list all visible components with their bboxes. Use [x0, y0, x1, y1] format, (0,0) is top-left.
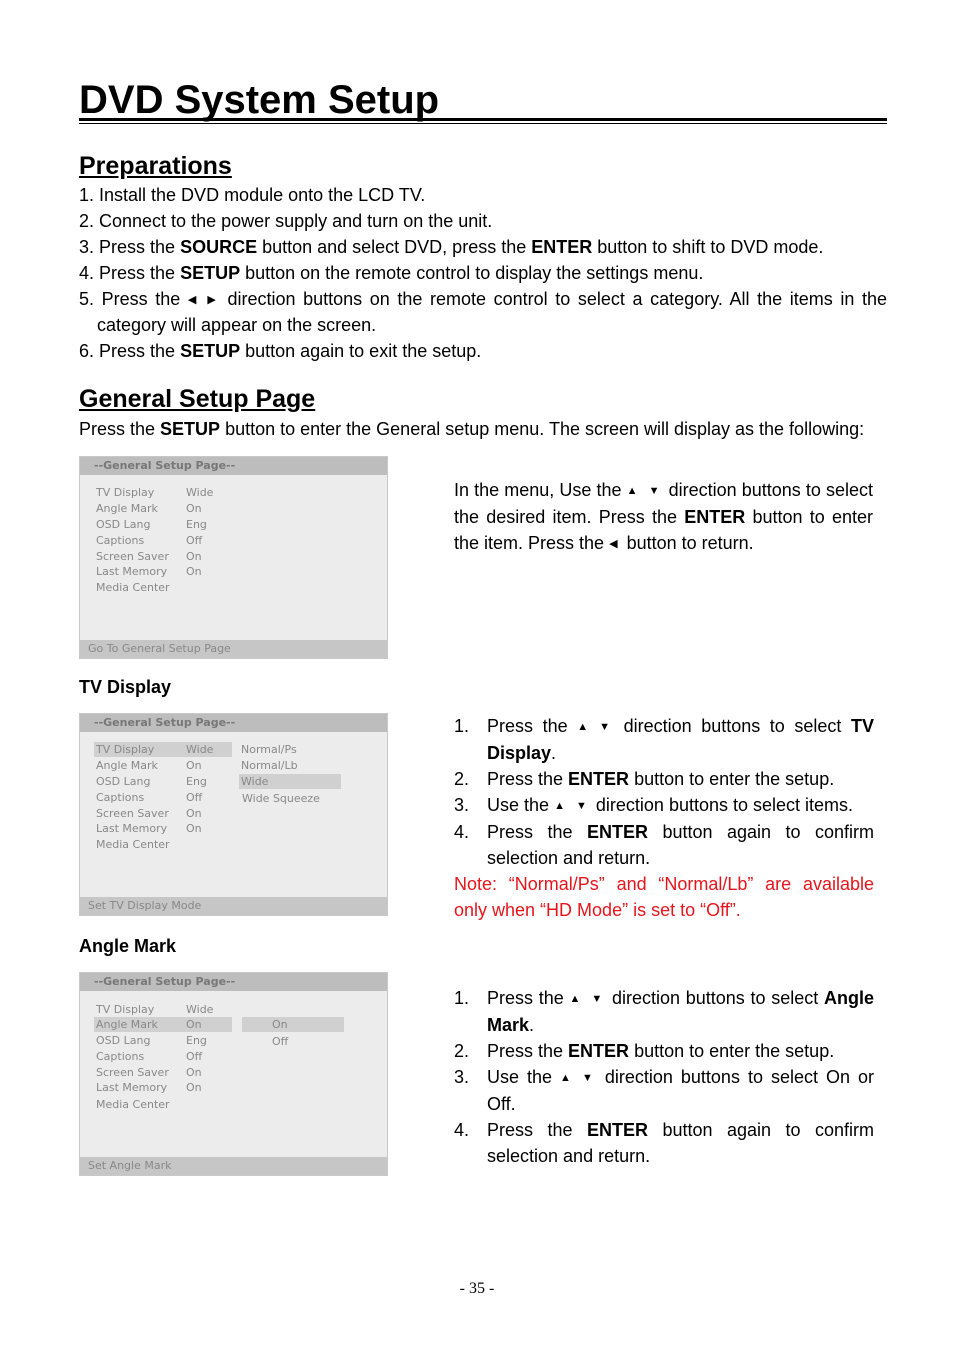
osd-angle-mark-menu — [79, 972, 388, 1176]
up-down-arrows-icon: ▲ ▼ — [560, 1072, 597, 1084]
osd-item: Screen Saver — [96, 1066, 169, 1079]
list-item: 1. Press the ▲ ▼ direction buttons to select Angle Mark. — [454, 988, 874, 1035]
osd-value: Wide — [186, 743, 214, 756]
prep-step-5-cont: category will appear on the screen. — [97, 315, 377, 335]
list-item: 1. Press the ▲ ▼ direction buttons to select TV Display. — [454, 716, 874, 763]
osd-value: On — [186, 565, 202, 578]
osd-item: Angle Mark — [96, 1018, 158, 1031]
osd-value: Eng — [186, 1034, 207, 1047]
angle-mark-heading: Angle Mark — [79, 936, 177, 956]
prep-step-6: 6. Press the SETUP button again to exit the setup. — [79, 341, 482, 361]
up-down-arrows-icon: ▲ ▼ — [577, 721, 615, 733]
osd-item: TV Display — [96, 743, 155, 756]
prep-step-4: 4. Press the SETUP button on the remote control to display the settings menu. — [79, 263, 704, 283]
osd-value: Eng — [186, 518, 207, 531]
page-number: - 35 - — [459, 1280, 495, 1297]
osd-option-selected: On — [242, 1017, 344, 1032]
osd-header: --General Setup Page-- — [80, 714, 387, 732]
osd-item: Media Center — [96, 581, 170, 594]
list-item: 2. Press the ENTER button to enter the setup. — [454, 769, 835, 789]
general-setup-heading: General Setup Page — [79, 385, 316, 413]
up-down-arrows-icon: ▲ ▼ — [554, 800, 591, 812]
tv-display-heading: TV Display — [79, 677, 172, 697]
osd-item: Last Memory — [96, 1081, 168, 1094]
osd-option: Off — [272, 1035, 289, 1048]
osd-option: Normal/Lb — [241, 759, 298, 772]
osd-header: --General Setup Page-- — [80, 973, 387, 991]
prep-step-2: 2. Connect to the power supply and turn on the unit. — [79, 211, 493, 231]
list-item: 3. Use the ▲ ▼ direction buttons to select On or Off. — [454, 1067, 874, 1114]
osd-item: Angle Mark — [96, 759, 158, 772]
preparations-heading: Preparations — [79, 152, 232, 180]
osd-item: Last Memory — [96, 565, 168, 578]
osd-value: On — [186, 502, 202, 515]
osd-item: Last Memory — [96, 822, 168, 835]
left-arrow-icon: ◀ — [609, 538, 622, 550]
osd-item: Captions — [96, 534, 145, 547]
prep-step-1: 1. Install the DVD module onto the LCD TV. — [79, 185, 426, 205]
list-item: 4. Press the ENTER button again to confirm selection and return. — [454, 822, 874, 868]
osd-item: TV Display — [96, 486, 155, 499]
osd-footer: Set Angle Mark — [80, 1157, 387, 1175]
osd-option: Wide Squeeze — [242, 792, 320, 805]
osd-footer: Go To General Setup Page — [80, 640, 387, 658]
osd-value: Eng — [186, 775, 207, 788]
osd-value: On — [186, 1018, 202, 1031]
osd-general-menu — [79, 456, 388, 659]
osd-tv-display-menu — [79, 713, 388, 916]
osd-value: On — [186, 1066, 202, 1079]
osd-header: --General Setup Page-- — [80, 457, 387, 475]
tv-display-steps — [454, 713, 874, 923]
osd-value: Wide — [186, 1003, 214, 1016]
osd-item: Screen Saver — [96, 807, 169, 820]
osd-value: Off — [186, 1050, 203, 1063]
tv-display-note: Note: “Normal/Ps” and “Normal/Lb” are available only when “HD Mode” is set to “Off”. — [454, 874, 874, 920]
up-down-arrows-icon: ▲ ▼ — [626, 485, 664, 497]
osd-option-selected: Wide — [239, 774, 341, 789]
osd-value: Wide — [186, 486, 214, 499]
osd-value: Off — [186, 791, 203, 804]
list-item: 3. Use the ▲ ▼ direction buttons to select items. — [454, 792, 874, 819]
up-down-arrows-icon: ▲ ▼ — [569, 993, 607, 1005]
osd-footer: Set TV Display Mode — [80, 897, 387, 915]
osd-value: Off — [186, 534, 203, 547]
angle-mark-steps — [454, 985, 874, 1169]
osd-item: Media Center — [96, 1098, 170, 1111]
osd-item: OSD Lang — [96, 518, 151, 531]
left-right-arrows-icon: ◀ ▶ — [187, 294, 220, 306]
osd-value: On — [186, 550, 202, 563]
osd-item: Angle Mark — [96, 502, 158, 515]
osd-item: Captions — [96, 791, 145, 804]
osd-item: OSD Lang — [96, 775, 151, 788]
osd-item: Screen Saver — [96, 550, 169, 563]
osd-value: On — [186, 1081, 202, 1094]
osd-item: Captions — [96, 1050, 145, 1063]
osd-value: On — [186, 807, 202, 820]
title-rule — [79, 118, 887, 124]
osd-option: Normal/Ps — [241, 743, 297, 756]
osd-item: Media Center — [96, 838, 170, 851]
prep-step-5: 5. Press the ◀ ▶ direction buttons on the remote control to select a category. All the items in the — [79, 286, 887, 313]
list-item: 2. Press the ENTER button to enter the setup. — [454, 1041, 835, 1061]
prep-step-3: 3. Press the SOURCE button and select DVD, press the ENTER button to shift to DVD mode. — [79, 237, 824, 257]
general-intro: Press the SETUP button to enter the General setup menu. The screen will display as the following: — [79, 419, 865, 439]
osd-item: OSD Lang — [96, 1034, 151, 1047]
list-item: 4. Press the ENTER button again to confirm selection and return. — [454, 1120, 874, 1166]
page-title: DVD System Setup — [79, 78, 440, 122]
osd-value: On — [186, 822, 202, 835]
general-description: In the menu, Use the ▲ ▼ direction buttons to select the desired item. Press the ENTER button to enter the item. Press the ◀ button to return. — [454, 477, 873, 557]
osd-value: On — [186, 759, 202, 772]
osd-item: TV Display — [96, 1003, 155, 1016]
